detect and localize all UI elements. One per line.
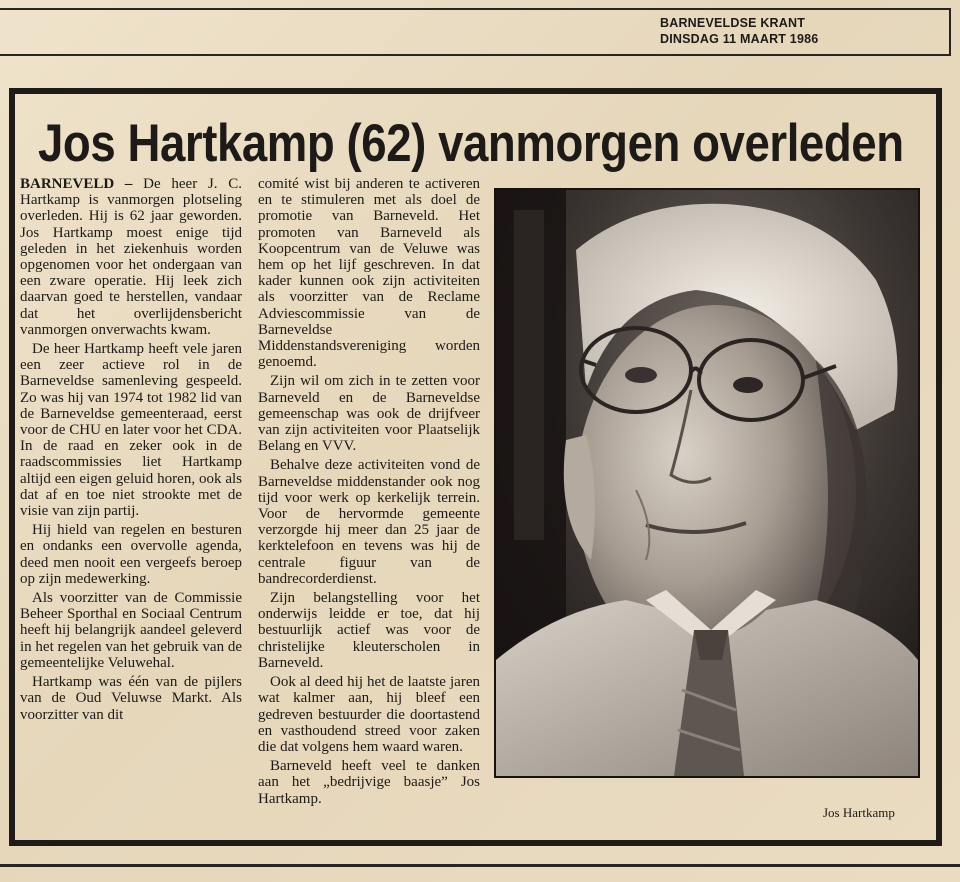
article-column-1 (20, 176, 242, 726)
article-paragraph: Behalve deze activiteiten vond de Barneveldse middenstander ook nog tijd voor werk op kerkelijk terrein. Voor de hervormde gemeente verzorgde hij meer dan 25 jaar de kerktelefoon en tevens was hij de centrale figuur van de bandrecorderdienst. (258, 457, 480, 587)
article-paragraph: Hij hield van regelen en besturen en ondanks een overvolle agenda, deed men nooit een vergeefs beroep op zijn medewerking. (20, 522, 242, 587)
page-bottom-rule (0, 864, 960, 867)
portrait-photo (494, 188, 920, 778)
article-column-2 (258, 176, 480, 810)
article-paragraph: comité wist bij anderen te activeren en te stimuleren met als doel de promotie van Barneveld. Het promoten van Barneveld als Koopcentrum van de Veluwe was hem op het lijf geschreven. In dat kader kunnen ook zijn activiteiten als voorzitter van de Reclame Adviescommissie van de Barneveldse Middenstandsvereniging worden genoemd. (258, 176, 480, 371)
article-paragraph: Hartkamp was één van de pijlers van de Oud Veluwse Markt. Als voorzitter van dit (20, 674, 242, 723)
article-paragraph: Ook al deed hij het de laatste jaren wat kalmer aan, hij bleef een gedreven bestuurder die doortastend en vasthoudend streed voor zaken die dat volgens hem waard waren. (258, 674, 480, 755)
article-paragraph: Barneveld heeft veel te danken aan het „bedrijvige baasje” Jos Hartkamp. (258, 758, 480, 807)
article-headline: Jos Hartkamp (62) vanmorgen overleden (38, 114, 904, 173)
article-paragraph: Zijn wil om zich in te zetten voor Barneveld en de Barneveldse gemeenschap was ook de drijfveer van zijn activiteiten voor Plaatselijk Belang en VVV. (258, 373, 480, 455)
masthead (660, 15, 840, 47)
article-paragraph: Als voorzitter van de Commissie Beheer Sporthal en Sociaal Centrum heeft hij belangrijk aandeel geleverd in het regelen van het gebruik van de gemeentelijke Veluwehal. (20, 590, 242, 671)
photo-caption: Jos Hartkamp (823, 805, 895, 820)
publication-date: DINSDAG 11 MAART 1986 (660, 32, 819, 46)
dateline: BARNEVELD – (20, 176, 133, 192)
article-paragraph (20, 176, 242, 338)
article-paragraph: De heer Hartkamp heeft vele jaren een zeer actieve rol in de Barneveldse samenleving gespeeld. Zo was hij van 1974 tot 1982 lid van de Barneveldse gemeenteraad, eerst voor de CHU en later voor het CDA. In de raad en zeker ook in de raadscommissies liet Hartkamp altijd een eigen geluid horen, ook als dat af en toe niet strookte met de visie van zijn partij. (20, 341, 242, 520)
article-paragraph: Zijn belangstelling voor het onderwijs leidde er toe, dat hij bestuurlijk actief was voor de christelijke kleuterscholen in Barneveld. (258, 590, 480, 671)
newspaper-name: BARNEVELDSE KRANT (660, 16, 806, 30)
paragraph-text: De heer J. C. Hartkamp is vanmorgen plotseling overleden. Hij is 62 jaar geworden. Jos Hartkamp moest enige tijd geleden in het ziekenhuis worden opgenomen voor het ondergaan van een zware operatie. Hij leek zich daarvan goed te herstellen, vandaar dat het overlijdensbericht vanmorgen onverwachts kwam. (20, 176, 242, 338)
